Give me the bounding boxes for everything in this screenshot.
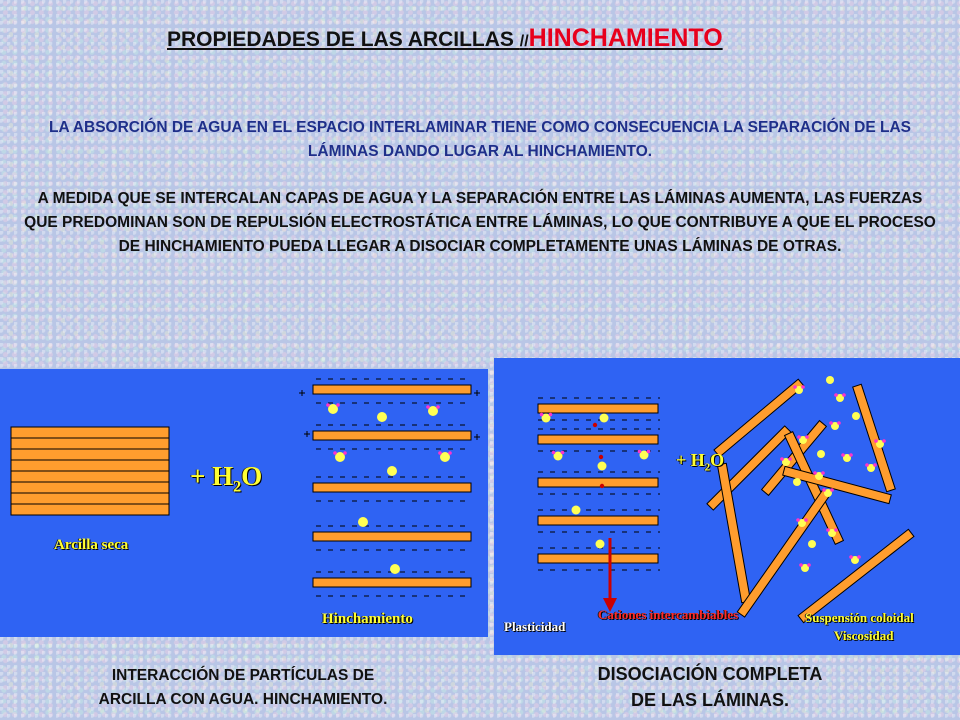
viscosity-label: Viscosidad <box>834 628 894 643</box>
clay-lamina <box>538 554 658 563</box>
cation-dot <box>549 413 553 417</box>
page-title <box>167 24 723 53</box>
water-molecule <box>826 376 834 384</box>
clay-lamina <box>313 578 471 587</box>
water-molecule <box>793 478 801 486</box>
clay-lamina <box>313 532 471 541</box>
cation-dot <box>788 457 792 461</box>
cation-dot <box>326 403 330 407</box>
cation-dot <box>849 555 853 559</box>
water-molecule <box>600 414 609 423</box>
swelling-caption-line2: ARCILLA CON AGUA. HINCHAMIENTO. <box>98 691 388 708</box>
water-molecule <box>377 412 387 422</box>
suspension-label: Suspensión coloidal <box>805 610 914 625</box>
cation-dot <box>842 393 846 397</box>
cation-dot <box>801 385 805 389</box>
dry-clay-label: Arcilla seca <box>54 537 129 553</box>
cation-dot <box>841 453 845 457</box>
water-molecule <box>598 462 607 471</box>
cation-dot <box>343 451 347 455</box>
cation-dot <box>436 405 440 409</box>
dissociation-diagram <box>494 358 960 655</box>
cation-dot <box>805 435 809 439</box>
cation-dot <box>874 439 878 443</box>
cation-dot <box>638 450 642 454</box>
detail-paragraph: A MEDIDA QUE SE INTERCALAN CAPAS DE AGUA Y LA SEPARACIÓN ENTRE LAS LÁMINAS AUMENTA, LAS FUERZAS QUE PREDOMINAN SON DE REPULSIÓN ELECTROSTÁTICA ENTRE LÁMINAS, LO QUE CONTRIBUYE A QUE EL PROCESO DE HINCHAMIENTO PUEDA LLEGAR A DISOCIAR COMPLETAMENTE UNAS LÁMINAS DE OTRAS. <box>24 190 936 255</box>
title-main: PROPIEDADES DE LAS ARCILLAS <box>167 28 520 51</box>
cation-dot <box>834 528 838 532</box>
clay-lamina <box>538 478 658 487</box>
clay-lamina <box>538 516 658 525</box>
cation-dot <box>822 488 826 492</box>
clay-lamina <box>11 471 169 482</box>
clay-lamina <box>11 449 169 460</box>
cation-dot <box>333 451 337 455</box>
swelling-caption-line1: INTERACCIÓN DE PARTÍCULAS DE <box>111 667 375 684</box>
cation-dot <box>873 463 877 467</box>
water-addition-label: + $H_2O$ <box>676 450 725 474</box>
water-molecule <box>852 412 860 420</box>
dissociation-caption-line2: DE LAS LÁMINAS. <box>630 690 789 710</box>
cation-dot <box>600 484 604 488</box>
clay-lamina <box>11 493 169 504</box>
swelling-diagram <box>0 369 488 637</box>
cation-dot <box>829 421 833 425</box>
clay-lamina <box>11 504 169 515</box>
cation-dot <box>448 451 452 455</box>
clay-lamina <box>538 435 658 444</box>
title-highlight: HINCHAMIENTO <box>528 24 723 52</box>
cation-dot <box>797 435 801 439</box>
swelling-diagram-graphic <box>0 369 488 637</box>
cations-label: Cationes intercambiables <box>598 607 739 622</box>
clay-lamina <box>313 431 471 440</box>
swelling-caption <box>38 664 448 712</box>
cation-dot <box>813 471 817 475</box>
clay-lamina <box>11 438 169 449</box>
cation-dot <box>780 457 784 461</box>
cation-dot <box>882 439 886 443</box>
dissociation-caption <box>540 661 880 713</box>
cation-dot <box>438 451 442 455</box>
cation-dot <box>807 563 811 567</box>
water-addition-label: + $H_2O$ <box>190 461 263 496</box>
title-separator: // <box>519 33 529 50</box>
clay-lamina <box>313 385 471 394</box>
clay-lamina <box>538 404 658 413</box>
clay-lamina <box>11 427 169 438</box>
cation-dot <box>793 385 797 389</box>
water-molecule <box>817 450 825 458</box>
water-molecule <box>572 506 581 515</box>
cation-dot <box>426 405 430 409</box>
intro-paragraph: LA ABSORCIÓN DE AGUA EN EL ESPACIO INTERLAMINAR TIENE COMO CONSECUENCIA LA SEPARACIÓN DE LAS LÁMINAS DANDO LUGAR AL HINCHAMIENTO. <box>48 119 911 160</box>
swelling-label: Hinchamiento <box>322 611 413 627</box>
plasticity-label: Plasticidad <box>504 619 566 634</box>
cation-dot <box>821 471 825 475</box>
cation-dot <box>830 488 834 492</box>
dissociation-caption-line1: DISOCIACIÓN COMPLETA <box>597 664 823 684</box>
clay-lamina <box>11 460 169 471</box>
water-molecule <box>390 564 400 574</box>
cation-dot <box>849 453 853 457</box>
clay-lamina <box>11 482 169 493</box>
cation-dot <box>552 451 556 455</box>
cation-dot <box>593 423 597 427</box>
cation-dot <box>865 463 869 467</box>
cation-dot <box>647 450 651 454</box>
cation-dot <box>857 555 861 559</box>
water-molecule <box>596 540 605 549</box>
cation-dot <box>826 528 830 532</box>
clay-lamina <box>313 483 471 492</box>
water-molecule <box>808 540 816 548</box>
cation-dot <box>837 421 841 425</box>
cation-dot <box>796 518 800 522</box>
cation-dot <box>540 413 544 417</box>
cation-dot <box>561 451 565 455</box>
cation-dot <box>834 393 838 397</box>
clay-lamina <box>853 384 896 491</box>
cation-dot <box>599 455 603 459</box>
water-molecule <box>387 466 397 476</box>
cation-dot <box>804 518 808 522</box>
clay-lamina <box>737 489 830 617</box>
water-molecule <box>358 517 368 527</box>
cation-dot <box>336 403 340 407</box>
cation-dot <box>799 563 803 567</box>
